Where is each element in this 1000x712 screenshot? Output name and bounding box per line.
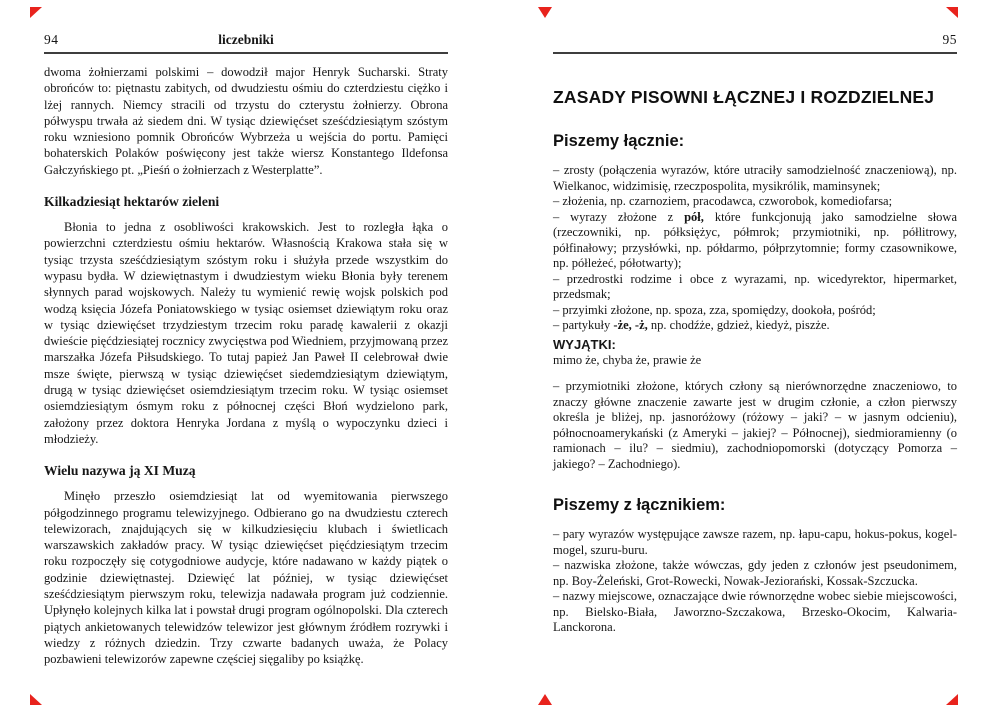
left-page-header — [44, 30, 448, 54]
rule-item: – przyimki złożone, np. spoza, zza, spomiędzy, dookoła, pośród; — [553, 302, 876, 317]
running-head: liczebniki — [218, 32, 274, 47]
rule-item: – przedrostki rodzime i obce z wyrazami, np. wicedyrektor, hipermarket, przedsmak; — [553, 271, 957, 301]
right-page-header — [553, 30, 957, 54]
rule-item: – pary wyrazów występujące zawsze razem, np. łapu-capu, hokus-pokus, kogel-mogel, szuru-buru. — [553, 527, 957, 557]
crop-mark-bottom-left-icon[interactable] — [30, 694, 42, 705]
rule-item: – nazwiska złożone, także wówczas, gdy jeden z członów jest pseudonimem, np. Boy-Żeleński, Grot-Rowecki, Nowak-Jeziorański, Kossak-Szczucka. — [553, 558, 957, 588]
page-number: 94 — [44, 32, 59, 47]
rule-item: – wyrazy złożone z pół, które funkcjonują jako samodzielne słowa (rzeczowniki, np. półksiężyc, półmrok; przymiotniki, np. półlitrowy, półfinałowy; przysłówki, np. półdarmo, półprzytomnie; formy czasownikowe, np. półleżeć, półotwarty); — [553, 209, 957, 270]
subsection-heading: Piszemy z łącznikiem: — [553, 496, 726, 514]
exceptions-text: mimo że, chyba że, prawie że — [553, 352, 702, 367]
section-heading: Kilkadziesiąt hektarów zieleni — [44, 194, 220, 210]
section-paragraph: Błonia to jedna z osobliwości krakowskich. Jest to rozległa łąka o powierzchni czterdziestu ośmiu hektarów. Własnością Krakowa stała się w tysiąc trzysta sześćdziesiątym szóstym roku i służyła przede wszystkim do wypasu bydła. W dziewiętnastym i dwudziestym wieku Błonia były terenem słynnych parad wojskowych. Należy tu wymienić rewię wojsk polskich pod wodzą księcia Józefa Poniatowskiego w tysiąc osiemset dziewiątym roku oraz w tysiąc dziewięćset trzydziestym trzecim roku paradę kawalerii z okazji dwieście pięćdziesiątej rocznicy zwycięstwa pod Wiedniem, przyjmowaną przez marszałka Józefa Piłsudskiego. To tutaj papież Jan Paweł II celebrował dwie msze święte, pierwszą w tysiąc dziewięćset siedemdziesiątym dziewiątym, drugą w tysiąc dziewięćset osiemdziesiątym trzecim roku. W tysiąc osiemset osiemdziesiątym ósmym roku z północnej części Błoń wydzielono park, założony przez doktora Henryka Jordana z myślą o wypoczynku dzieci i młodzieży. — [44, 220, 448, 446]
subsection-heading: Piszemy łącznie: — [553, 132, 685, 150]
crop-mark-top-gutter-icon[interactable] — [538, 7, 552, 18]
rule-item: – nazwy miejscowe, oznaczające dwie równorzędne wobec siebie miejscowości, np. Bielsko-Biała, Jaworzno-Szczakowa, Brzesko-Okocim, Kalwaria-Lanckorona. — [553, 589, 957, 634]
section-heading: Wielu nazywa ją XI Muzą — [44, 463, 196, 479]
rule-item: – złożenia, np. czarnoziem, pracodawca, czworobok, komediofarsa; — [553, 194, 893, 208]
rule-item: – partykuły -że, -ż, np. chodźże, gdzież, kiedyż, piszże. — [553, 318, 830, 332]
crop-mark-bottom-right-icon[interactable] — [946, 694, 958, 705]
lacznie-items — [553, 163, 957, 472]
right-page — [553, 0, 957, 636]
chapter-title: ZASADY PISOWNI ŁĄCZNEJ I ROZDZIELNEJ — [553, 87, 935, 107]
page-number: 95 — [942, 32, 957, 47]
paragraph-continued: dwoma żołnierzami polskimi – dowodził major Henryk Sucharski. Straty obrońców to: piętnastu zabitych, od dwudziestu ośmiu do czterdziestu ciężko i lżej rannych. Niemcy stracili od trzystu do czterystu żołnierzy. Obrona półwyspu trwała aż siedem dni. W tysiąc dziewięćset sześćdziesiątym szóstym roku wzniesiono pomnik Obrońców Wybrzeża u wejścia do portu. Pamięci bohaterskich Polaków poświęcony jest także wiersz Konstantego Ildefonsa Gałczyńskiego pt. „Pieśń o żołnierzach z Westerplatte”. — [44, 65, 448, 177]
rule-item: – zrosty (połączenia wyrazów, które utraciły samodzielność znaczeniową), np. Wielkanoc, widzimisię, rzeczpospolita, mysikrólik, maminsynek; — [553, 163, 957, 193]
exceptions-label: WYJĄTKI: — [553, 336, 616, 352]
rule-item: – przymiotniki złożone, których człony są nierównorzędne znaczeniowo, to znaczy główne znaczenie zawarte jest w drugim członie, a człon pierwszy określa je bliżej, np. jasnoróżowy (różowy – jaki? – w jasnym odcieniu), północnoamerykański (z Ameryki – jakiej? – Północnej), siedmioramienny (o ramionach – ilu? – siedmiu), zachodniopomorski (dotyczący Pomorza – jakiego? – Zachodniego). — [553, 379, 957, 471]
section-paragraph: Minęło przeszło osiemdziesiąt lat od wyemitowania pierwszego półgodzinnego programu telewizyjnego. Odbierano go na dwudziestu czterech telewizorach, znajdujących się w kilkudziesięciu klubach i świetlicach warszawskich zakładów pracy. W tysiąc dziewięćset pięćdziesiątym trzecim roku rozpoczęły się cotygodniowe audycje, które nadawano w każdy piątek o godzinie dziewiętnastej. Dziewięć lat później, w tysiąc dziewięćset sześćdziesiątym pierwszym roku, telewizja nadawała program już codziennie. Upłynęło kolejnych kilka lat i powstał drugi program ogólnopolski. Dla czterech piątych ankietowanych telewidzów telewizor jest głównym źródłem rozrywki i wiedzy z różnych dziedzin. Trzy czwarte badanych uważa, że Polacy pozbawieni telewizorów zapewne częściej sięgaliby po książkę. — [44, 489, 448, 667]
lacznik-items — [553, 527, 957, 636]
crop-mark-bottom-gutter-icon[interactable] — [538, 694, 552, 705]
left-page-body — [44, 64, 448, 668]
left-page — [44, 0, 448, 668]
crop-mark-top-left-icon[interactable] — [30, 7, 42, 18]
